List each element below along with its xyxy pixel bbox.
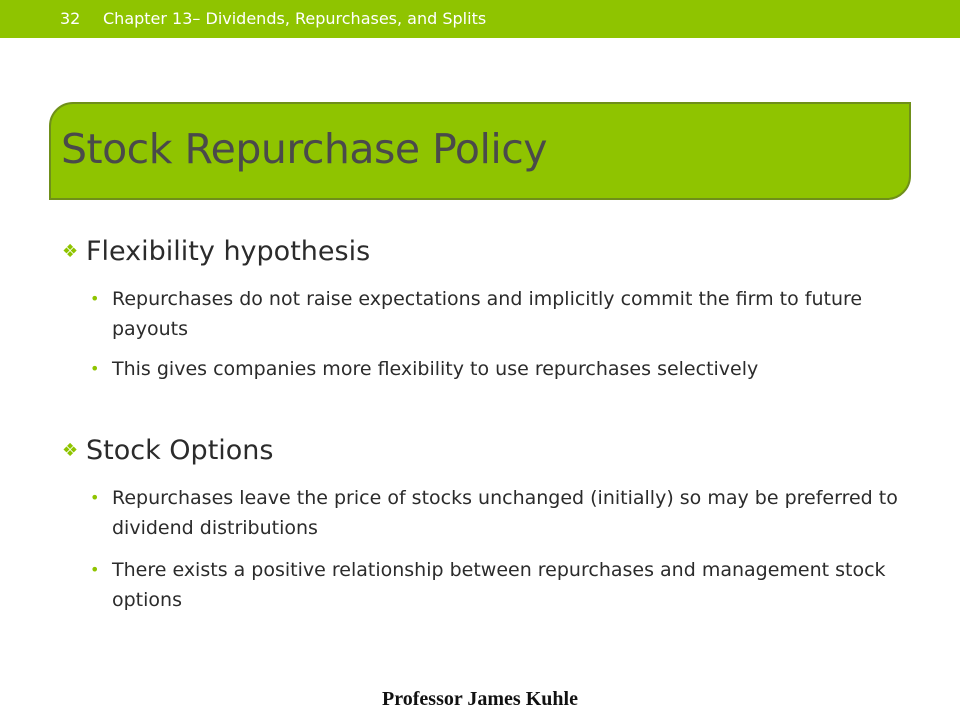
list-item-text: There exists a positive relationship between repurchases and management stock options [112,559,886,611]
section-heading-flexibility [62,236,370,267]
slide-number: 32 [60,9,81,28]
dot-bullet-icon: • [90,560,100,579]
dot-bullet-icon: • [90,289,100,308]
header-bar [0,0,960,38]
diamond-bullet-icon: ❖ [62,440,79,461]
chapter-title: Chapter 13– Dividends, Repurchases, and Splits [103,9,487,28]
section-heading-text: Stock Options [86,435,274,466]
dot-bullet-icon: • [90,488,100,507]
list-item [90,284,902,344]
section-heading-stock-options [62,435,273,466]
list-item-text: Repurchases leave the price of stocks unchanged (initially) so may be preferred to dividend distributions [112,487,898,539]
list-item [90,483,902,543]
title-banner [49,102,911,200]
list-item [90,555,902,615]
footer-professor: Professor James Kuhle [382,688,578,710]
dot-bullet-icon: • [90,359,100,378]
slide-title: Stock Repurchase Policy [61,125,548,173]
section-heading-text: Flexibility hypothesis [86,236,371,267]
diamond-bullet-icon: ❖ [62,241,79,262]
list-item-text: This gives companies more flexibility to use repurchases selectively [112,358,759,380]
list-item-text: Repurchases do not raise expectations and implicitly commit the firm to future payouts [112,288,863,340]
list-item [90,354,902,384]
